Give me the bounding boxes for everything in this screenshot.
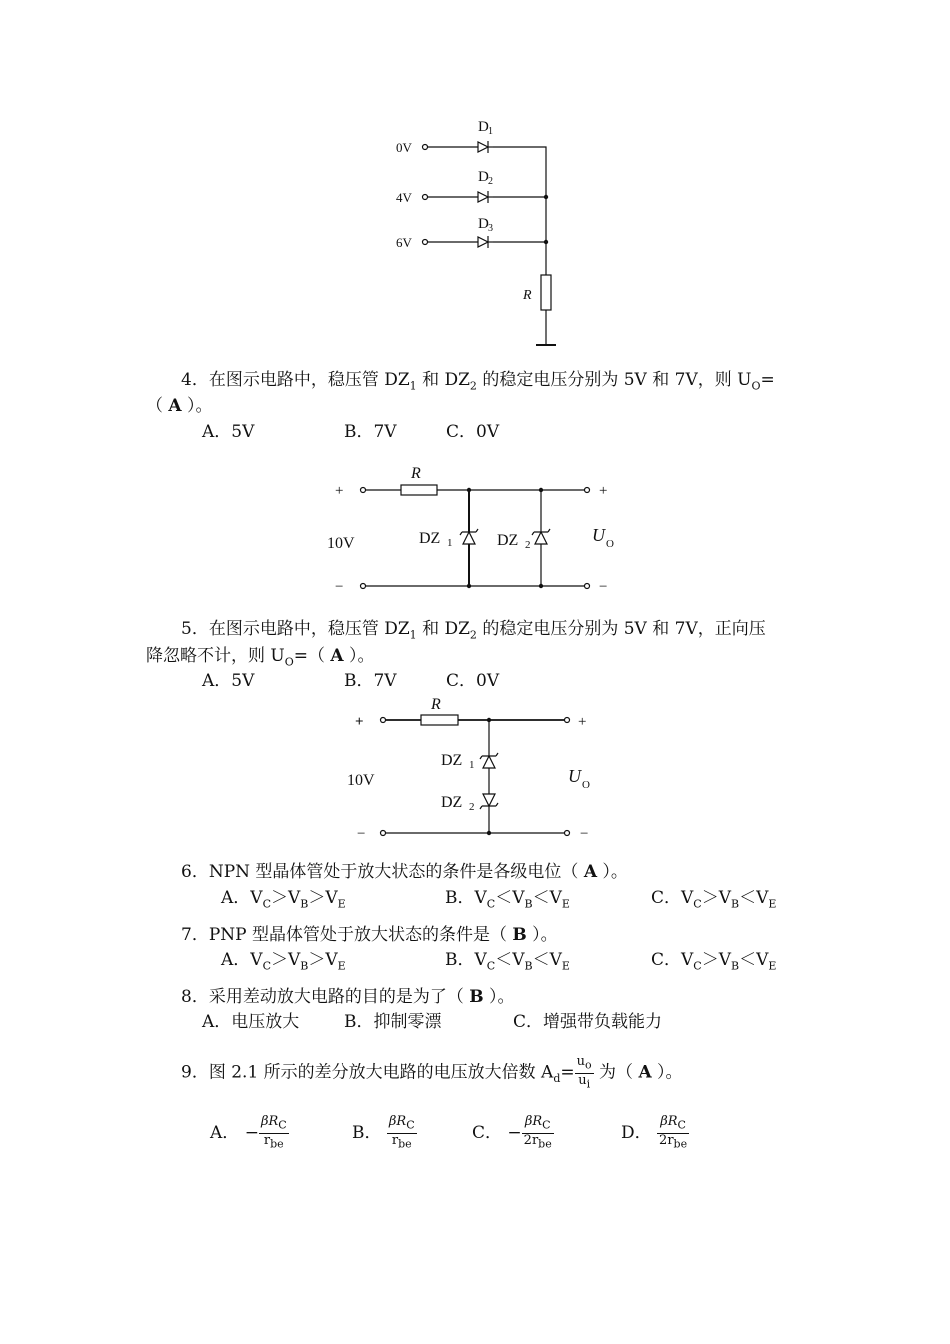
option-b: B．抑制零漂 xyxy=(344,1012,442,1032)
label-minus-right: − xyxy=(599,579,608,595)
terminal-6v xyxy=(423,240,428,245)
option-b: B．7V xyxy=(344,671,397,691)
label-6v: 6V xyxy=(396,235,412,250)
zener-dz1 xyxy=(460,529,478,544)
svg-text:1: 1 xyxy=(447,537,453,549)
label-dz2: DZ xyxy=(441,794,463,811)
question-8-text: 8．采用差动放大电路的目的是为了（ B ）。 xyxy=(181,987,515,1007)
label-10v: 10V xyxy=(327,535,355,552)
answer: A xyxy=(168,396,182,416)
question-4-text: 4．在图示电路中，稳压管 $DZ_1$ 和 $DZ_2$ 的稳定电压分别为 5V 和 7V，则 $U_O=$ xyxy=(181,370,775,393)
zener-dz2 xyxy=(532,529,550,544)
diode-d2 xyxy=(478,191,493,203)
option-c: C．$V_C>V_B<V_E$ xyxy=(651,888,777,911)
svg-text:2: 2 xyxy=(469,801,475,813)
option-c: C．0V xyxy=(446,671,500,691)
option-d: D． $\frac{\beta R_C}{2r_{be}}$ xyxy=(621,1114,688,1151)
zener-dz2 xyxy=(480,794,498,809)
zener-parallel-circuit xyxy=(325,460,625,600)
svg-text:O: O xyxy=(582,779,590,791)
option-b: B．7V xyxy=(344,422,397,442)
label-plus-right: + xyxy=(578,714,587,730)
svg-text:O: O xyxy=(606,538,614,550)
label-4v: 4V xyxy=(396,190,412,205)
terminal-0v xyxy=(423,145,428,150)
answer: B xyxy=(469,987,484,1007)
label-0v: 0V xyxy=(396,140,412,155)
option-c: C．增强带负载能力 xyxy=(513,1012,663,1032)
svg-text:3: 3 xyxy=(488,223,493,234)
answer: A xyxy=(638,1062,652,1083)
option-a: A．$V_C>V_B>V_E$ xyxy=(221,888,346,911)
resistor-r xyxy=(401,485,437,495)
resistor-r xyxy=(421,715,458,725)
label-d1: D xyxy=(478,119,489,135)
question-9-text: 9．图 2.1 所示的差分放大电路的电压放大倍数 $A_d=$ $\frac{u_o}{u_i}$ 为（ A ）。 xyxy=(181,1054,683,1091)
label-dz2: DZ xyxy=(497,532,519,549)
label-r: R xyxy=(431,696,441,713)
answer: B xyxy=(512,925,527,945)
label-plus-left: + xyxy=(355,714,364,730)
label-uo: U xyxy=(592,525,605,545)
svg-text:2: 2 xyxy=(488,176,493,187)
option-a: A．5V xyxy=(202,422,255,442)
option-b: B． $\frac{\beta R_C}{r_{be}}$ xyxy=(352,1114,415,1151)
question-7-text: 7．PNP 型晶体管处于放大状态的条件是（ B ）。 xyxy=(181,925,558,945)
label-dz1: DZ xyxy=(419,530,441,547)
option-a: A．电压放大 xyxy=(202,1012,300,1032)
question-6-text: 6．NPN 型晶体管处于放大状态的条件是各级电位（ A ）。 xyxy=(181,862,628,882)
diode-or-circuit xyxy=(380,110,580,355)
option-c: C．$V_C>V_B<V_E$ xyxy=(651,950,777,973)
svg-text:2: 2 xyxy=(525,539,531,551)
option-b: B．$V_C<V_B<V_E$ xyxy=(445,888,570,911)
diode-d1 xyxy=(478,141,493,153)
question-4-answer-line: （ A ）。 xyxy=(146,396,213,416)
label-10v: 10V xyxy=(347,772,375,789)
option-a: A．$V_C>V_B>V_E$ xyxy=(221,950,346,973)
label-plus-left: + xyxy=(335,483,344,499)
gain-fraction: $\frac{u_o}{u_i}$ xyxy=(576,1054,592,1091)
option-a: A．5V xyxy=(202,671,255,691)
label-uo: U xyxy=(568,766,581,786)
question-5-text-line2: 降忽略不计，则 $U_O=$（ A ）。 xyxy=(146,646,375,669)
terminal-4v xyxy=(423,195,428,200)
label-d3: D xyxy=(478,216,489,232)
answer: A xyxy=(583,862,598,882)
label-dz1: DZ xyxy=(441,752,463,769)
svg-text:1: 1 xyxy=(469,759,475,771)
resistor-r xyxy=(541,275,551,310)
option-c: C．0V xyxy=(446,422,500,442)
label-minus-right: − xyxy=(580,826,589,842)
label-minus-left: − xyxy=(335,579,344,595)
label-minus-left: − xyxy=(357,826,366,842)
option-a: A． − $\frac{\beta R_C}{r_{be}}$ xyxy=(210,1114,287,1151)
label-d2: D xyxy=(478,169,489,185)
question-5-text: 5．在图示电路中，稳压管 $DZ_1$ 和 $DZ_2$ 的稳定电压分别为 5V 和 7V，正向压 xyxy=(181,619,766,642)
zener-series-circuit xyxy=(345,693,615,845)
option-b: B．$V_C<V_B<V_E$ xyxy=(445,950,570,973)
label-plus-right: + xyxy=(599,483,608,499)
svg-text:1: 1 xyxy=(488,126,493,137)
option-c: C． − $\frac{\beta R_C}{2r_{be}}$ xyxy=(472,1114,552,1151)
diode-d3 xyxy=(478,236,493,248)
zener-dz1 xyxy=(480,753,498,768)
label-r: R xyxy=(411,465,421,482)
label-r: R xyxy=(523,288,532,303)
answer: A xyxy=(330,646,344,666)
